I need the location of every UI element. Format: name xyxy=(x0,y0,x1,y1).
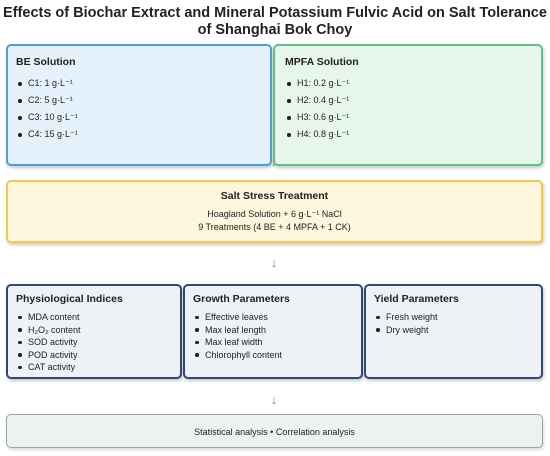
mpfa-solution-heading: MPFA Solution xyxy=(285,56,359,68)
list-item: Max leaf width xyxy=(193,336,353,349)
list-item: SOD activity xyxy=(16,336,172,349)
be-solution-list xyxy=(16,75,262,143)
list-item: Max leaf length xyxy=(193,324,353,337)
be-solution-heading: BE Solution xyxy=(16,56,76,68)
down-arrow-icon: ↓ xyxy=(270,154,278,169)
physiological-indices-heading: Physiological Indices xyxy=(16,293,123,305)
yield-parameters-list xyxy=(374,311,533,336)
be-item-c1: C1: 1 g·L⁻¹ xyxy=(16,75,262,92)
yield-parameters-box xyxy=(364,284,543,379)
growth-parameters-box xyxy=(183,284,363,379)
list-item: Fresh weight xyxy=(374,311,533,324)
down-arrow-icon: ↓ xyxy=(270,392,278,407)
mpfa-item-h4: H4: 0.8 g·L⁻¹ xyxy=(285,126,531,143)
physiological-indices-list xyxy=(16,311,172,374)
growth-parameters-list xyxy=(193,311,353,361)
physiological-indices-box xyxy=(6,284,182,379)
mpfa-solution-list xyxy=(285,75,531,143)
salt-stress-treatments: 9 Treatments (4 BE + 4 MPFA + 1 CK) xyxy=(198,222,351,232)
list-item: MDA content xyxy=(16,311,172,324)
be-item-c3: C3: 10 g·L⁻¹ xyxy=(16,109,262,126)
list-item: CAT activity xyxy=(16,361,172,374)
salt-stress-solution: Hoagland Solution + 6 g·L⁻¹ NaCl xyxy=(207,209,342,219)
salt-stress-heading: Salt Stress Treatment xyxy=(220,190,329,202)
mpfa-item-h1: H1: 0.2 g·L⁻¹ xyxy=(285,75,531,92)
statistical-analysis-box: Statistical analysis • Correlation analysis xyxy=(6,414,543,448)
be-item-c2: C2: 5 g·L⁻¹ xyxy=(16,92,262,109)
mpfa-item-h3: H3: 0.6 g·L⁻¹ xyxy=(285,109,531,126)
yield-parameters-heading: Yield Parameters xyxy=(374,293,459,305)
list-item: Chlorophyll content xyxy=(193,349,353,362)
be-solution-box xyxy=(6,44,272,166)
diagram-title: Effects of Biochar Extract and Mineral Potassium Fulvic Acid on Salt Tolerance of Shanghai Bok Choy xyxy=(3,5,547,38)
down-arrow-icon: ↓ xyxy=(270,255,278,270)
salt-stress-box xyxy=(6,180,543,243)
be-item-c4: C4: 15 g·L⁻¹ xyxy=(16,126,262,143)
list-item: Dry weight xyxy=(374,324,533,337)
list-item: Effective leaves xyxy=(193,311,353,324)
mpfa-item-h2: H2: 0.4 g·L⁻¹ xyxy=(285,92,531,109)
list-item: POD activity xyxy=(16,349,172,362)
list-item: H₂O₂ content xyxy=(16,324,172,337)
mpfa-solution-box xyxy=(273,44,543,166)
growth-parameters-heading: Growth Parameters xyxy=(193,293,290,305)
